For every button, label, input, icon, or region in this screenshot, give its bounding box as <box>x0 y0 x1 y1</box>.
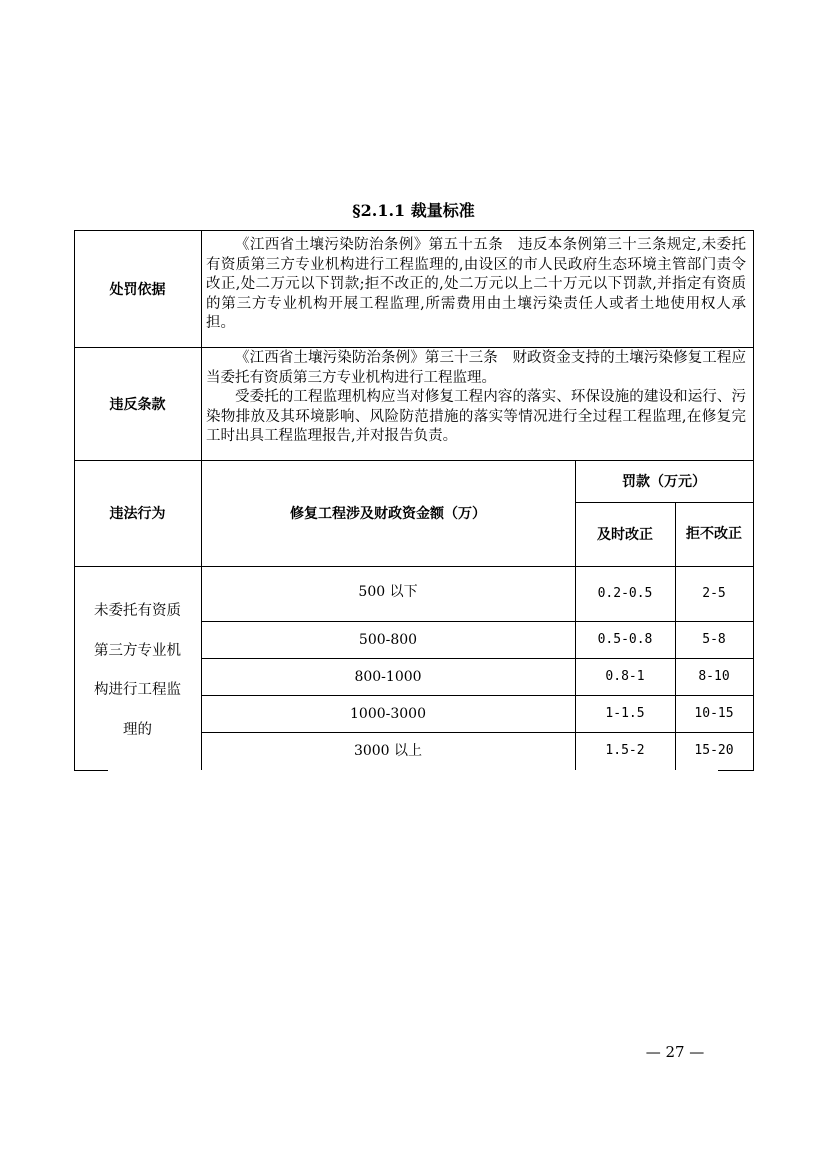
header-timely: 及时改正 <box>597 527 653 543</box>
row-timely: 0.2-0.5 <box>597 586 653 601</box>
row-amount: 500-800 <box>358 631 418 648</box>
violated-text-1: 《江西省土壤污染防治条例》第三十三条 财政资金支持的土壤污染修复工程应当委托有资质第三方专业机构进行工程监理。 <box>206 350 746 386</box>
row-amount: 1000-3000 <box>350 705 426 722</box>
row-refuse: 8-10 <box>698 669 730 684</box>
row-refuse: 2-5 <box>702 586 726 601</box>
row-amount: 800-1000 <box>354 668 422 685</box>
header-behavior: 违法行为 <box>109 506 166 522</box>
row-refuse: 5-8 <box>702 632 726 647</box>
section-title: §2.1.1 裁量标准 <box>352 201 475 220</box>
header-fine: 罚款（万元） <box>622 474 706 490</box>
behavior-line: 构进行工程监 <box>94 682 181 698</box>
row-refuse: 10-15 <box>694 706 734 721</box>
violated-text-2: 受委托的工程监理机构应当对修复工程内容的落实、环保设施的建设和运行、污染物排放及其环境影响、风险防范措施的落实等情况进行全过程工程监理,在修复完工时出具工程监理报告,并对报告负责。 <box>206 389 746 444</box>
table-border <box>718 770 754 771</box>
row-timely: 0.8-1 <box>605 669 645 684</box>
table-border <box>753 230 754 771</box>
basis-text: 《江西省土壤污染防治条例》第五十五条 违反本条例第三十三条规定,未委托有资质第三方专业机构进行工程监理的,由设区的市人民政府生态环境主管部门责令改正,处二万元以下罚款;拒不改正的,处二万元以上二十万元以下罚款,并指定有资质的第三方专业机构开展工程监理,所需费用由土壤污染责任人或者土地使用权人承担。 <box>206 237 746 331</box>
behavior-cell <box>74 592 201 750</box>
violated-label: 违反条款 <box>109 396 166 413</box>
header-amount: 修复工程涉及财政资金额（万） <box>290 506 486 522</box>
row-timely: 1.5-2 <box>605 742 645 758</box>
header-refuse: 拒不改正 <box>686 526 742 542</box>
page-number: — 27 — <box>645 1043 705 1061</box>
behavior-line: 未委托有资质 <box>94 603 181 619</box>
behavior-line: 第三方专业机 <box>94 642 181 659</box>
row-timely: 0.5-0.8 <box>597 632 653 647</box>
row-refuse: 15-20 <box>694 742 734 758</box>
table-border <box>74 770 108 771</box>
behavior-line: 理的 <box>123 721 152 738</box>
row-amount: 500 以下 <box>358 584 418 600</box>
row-timely: 1-1.5 <box>605 706 645 721</box>
row-amount: 3000 以上 <box>353 743 423 759</box>
basis-label: 处罚依据 <box>109 281 166 298</box>
